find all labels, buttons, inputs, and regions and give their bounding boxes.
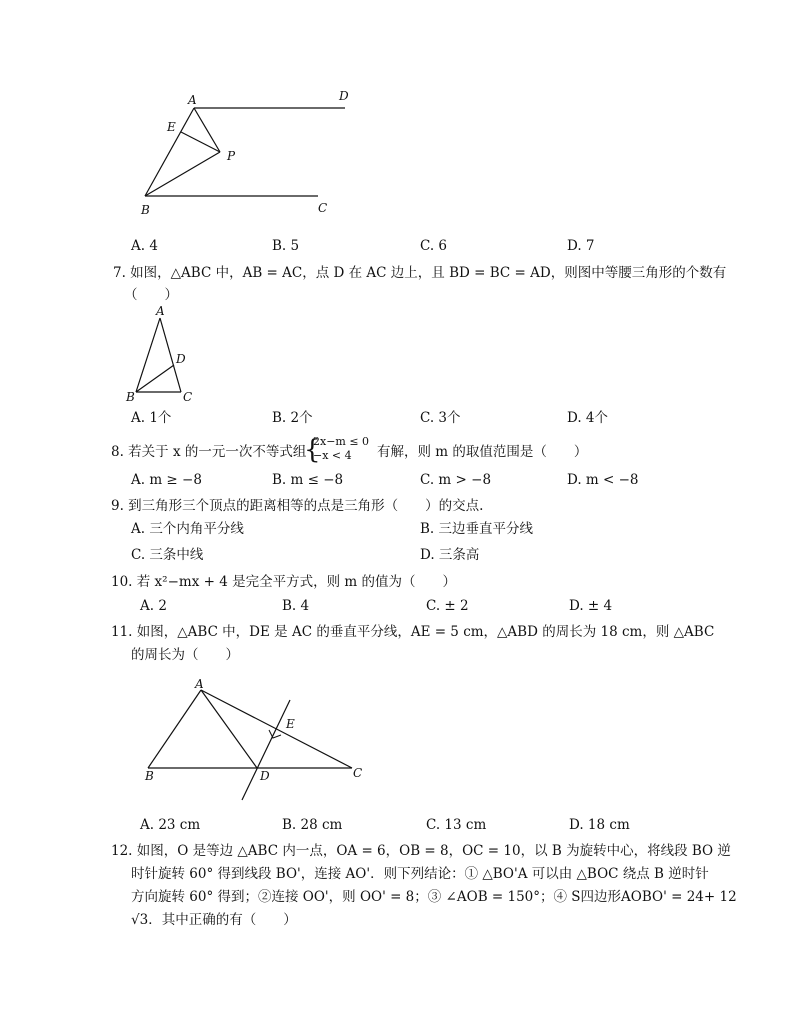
q6-option-d: D. 7 — [567, 238, 595, 254]
q11-line-ab — [148, 690, 201, 768]
q6-label-e: E — [167, 120, 176, 134]
q7-label-b: B — [126, 390, 135, 404]
q8-inequality-1: 2x−m ≤ 0 — [313, 435, 370, 448]
q7-option-d: D. 4个 — [567, 410, 609, 426]
q12-stem-line1: 12. 如图，O 是等边 △ABC 内一点，OA = 6，OB = 8，OC = 10，以 B 为旋转中心，将线段 BO 逆 — [111, 843, 731, 859]
q11-label-c: C — [353, 766, 363, 780]
q7-label-d: D — [176, 352, 186, 366]
q8-stem-prefix: 8. 若关于 x 的一元一次不等式组 — [111, 444, 307, 460]
q12-stem-line4: √3．其中正确的有（ ） — [131, 912, 297, 928]
q7-line-bd — [136, 365, 174, 392]
q6-label-d: D — [339, 89, 349, 103]
q11-option-c: C. 13 cm — [426, 817, 487, 833]
q8-stem-suffix: 有解，则 m 的取值范围是（ ） — [377, 444, 588, 460]
q7-option-b: B. 2个 — [272, 410, 313, 426]
q7-option-a: A. 1个 — [131, 410, 172, 426]
q6-label-b: B — [141, 203, 150, 217]
q10-option-b: B. 4 — [282, 598, 310, 614]
q12-stem-line2: 时针旋转 60° 得到线段 BO'，连接 AO'．则下列结论：① △BO'A 可以由 △BOC 绕点 B 逆时针 — [131, 866, 709, 882]
q6-label-a: A — [188, 93, 197, 107]
q7-line-ab — [136, 318, 160, 392]
q6-option-c: C. 6 — [420, 238, 448, 254]
q6-option-b: B. 5 — [272, 238, 300, 254]
q10-option-d: D. ± 4 — [569, 598, 613, 614]
q6-figure — [130, 88, 370, 223]
q7-option-c: C. 3个 — [420, 410, 461, 426]
q9-stem: 9. 到三角形三个顶点的距离相等的点是三角形（ ）的交点. — [111, 498, 484, 514]
q11-line-ad — [201, 690, 257, 768]
q11-option-d: D. 18 cm — [569, 817, 630, 833]
q8-option-a: A. m ≥ −8 — [131, 472, 202, 488]
q9-option-b: B. 三边垂直平分线 — [420, 521, 534, 537]
q11-label-a: A — [195, 677, 204, 691]
q9-option-c: C. 三条中线 — [131, 547, 204, 563]
q11-label-b: B — [145, 769, 154, 783]
q6-label-c: C — [318, 201, 328, 215]
q9-option-a: A. 三个内角平分线 — [131, 521, 244, 537]
q7-stem-line2: （ ） — [124, 287, 178, 303]
q8-option-d: D. m < −8 — [567, 472, 639, 488]
q7-stem-line1: 7. 如图，△ABC 中，AB = AC，点 D 在 AC 边上，且 BD = BC = AD，则图中等腰三角形的个数有 — [113, 265, 727, 281]
q7-label-c: C — [183, 390, 193, 404]
q8-system-brace: { — [304, 435, 321, 465]
q8-option-c: C. m > −8 — [420, 472, 492, 488]
q11-option-a: A. 23 cm — [140, 817, 201, 833]
q11-option-b: B. 28 cm — [282, 817, 343, 833]
q10-option-a: A. 2 — [140, 598, 167, 614]
q11-figure — [140, 678, 370, 808]
q11-label-e: E — [286, 717, 295, 731]
q11-stem-line2: 的周长为（ ） — [131, 647, 239, 663]
q9-option-d: D. 三条高 — [420, 547, 480, 563]
q8-option-b: B. m ≤ −8 — [272, 472, 344, 488]
q8-inequality-2: −x < 4 — [313, 449, 352, 462]
q10-option-c: C. ± 2 — [426, 598, 469, 614]
q11-label-d: D — [260, 769, 270, 783]
q7-figure — [120, 305, 200, 405]
q7-label-a: A — [156, 304, 165, 318]
q10-stem: 10. 若 x²−mx + 4 是完全平方式，则 m 的值为（ ） — [111, 574, 456, 590]
q11-stem-line1: 11. 如图，△ABC 中，DE 是 AC 的垂直平分线，AE = 5 cm，△ABD 的周长为 18 cm，则 △ABC — [111, 624, 715, 640]
q6-option-a: A. 4 — [131, 238, 158, 254]
q12-stem-line3: 方向旋转 60° 得到；②连接 OO'，则 OO' = 8；③ ∠AOB = 150°；④ S四边形AOBO' = 24+ 12 — [131, 889, 737, 905]
q6-line-bp — [145, 152, 220, 196]
q6-label-p: P — [227, 149, 236, 163]
